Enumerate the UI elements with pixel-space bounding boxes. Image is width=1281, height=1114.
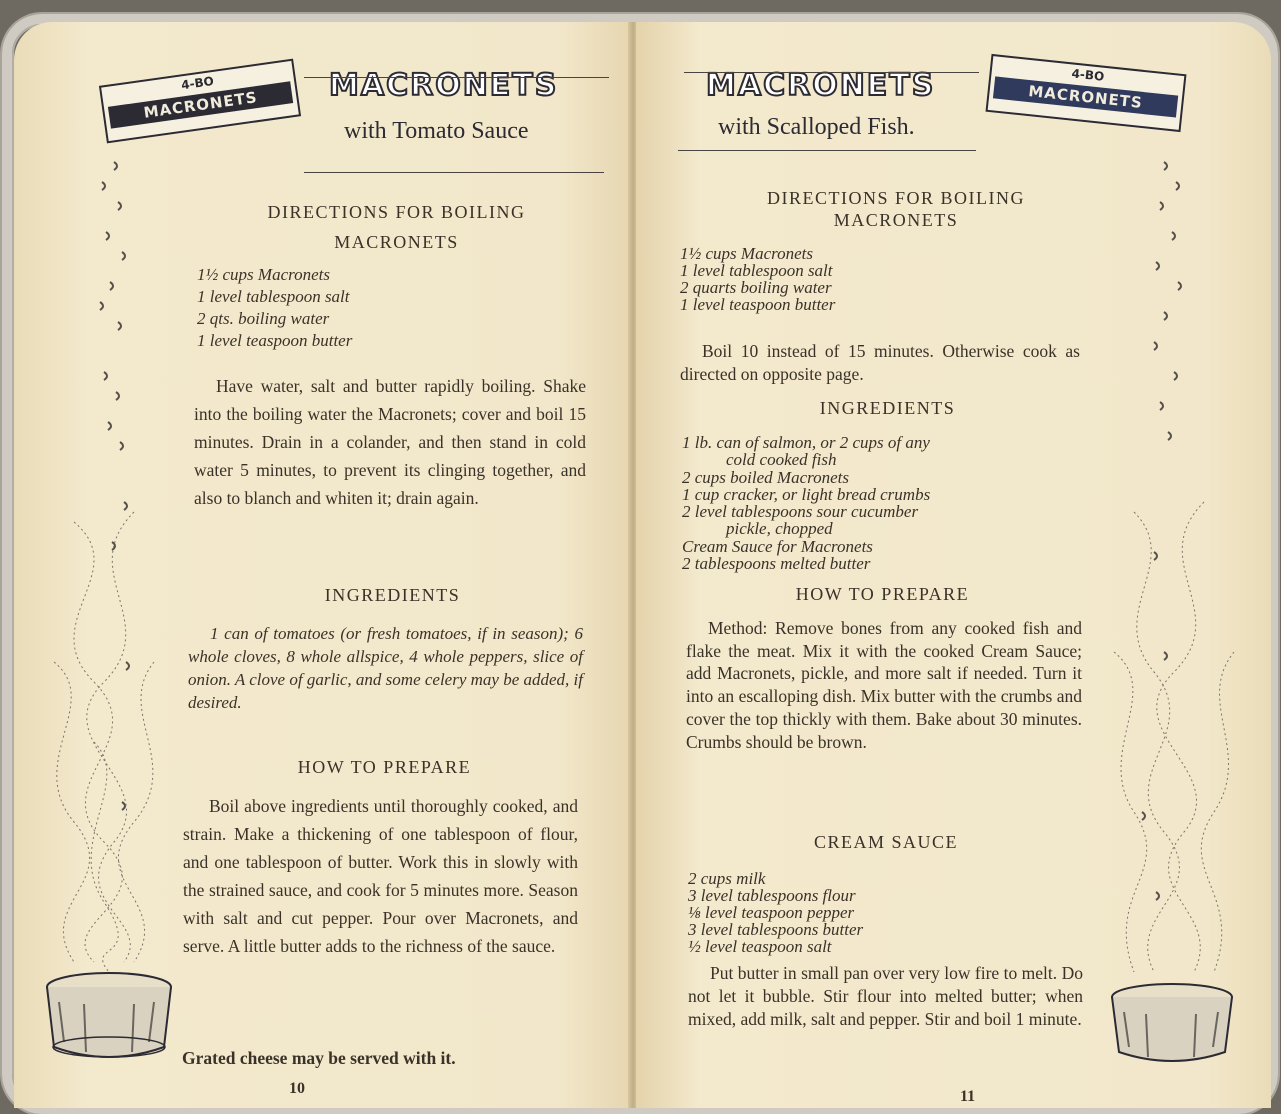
list-item: 2 cups boiled Macronets (682, 467, 849, 487)
list-item: 2 tablespoons melted butter (682, 554, 871, 574)
recipe-subtitle: with Scalloped Fish. (718, 114, 915, 140)
list-item: 1 level teaspoon butter (197, 331, 353, 350)
ingredients-text (188, 622, 583, 714)
list-item: 1 level tablespoon salt (680, 261, 833, 280)
directions-body: Boil 10 instead of 15 minutes. Otherwise cook as directed on opposite page. (680, 341, 1080, 384)
list-item: 2 qts. boiling water (197, 309, 330, 328)
list-item: 3 level tablespoons butter (688, 920, 864, 939)
list-item: 2 quarts boiling water (680, 278, 832, 297)
ingredients-paragraph: 1 can of tomatoes (or fresh tomatoes, if in season); 6 whole cloves, 8 whole allspice, 4 whole peppers, slice of onion. A clove of garlic, and some celery may be added, if desired. (188, 624, 584, 712)
prepare-last-line: Grated cheese may be served with it. (182, 1048, 456, 1068)
brand-title: MACRONETS (329, 68, 559, 103)
right-page (636, 22, 1271, 1108)
list-item: 1 level tablespoon salt (197, 287, 350, 306)
list-item: ⅛ level teaspoon pepper (688, 903, 855, 922)
directions-heading-2: MACRONETS (334, 232, 459, 252)
directions-heading-2: MACRONETS (833, 210, 959, 230)
box-band-label: MACRONETS (993, 76, 1178, 117)
directions-heading: DIRECTIONS FOR BOILING (267, 202, 526, 222)
list-item: 1½ cups Macronets (680, 244, 813, 263)
prepare-body: Boil above ingredients until thoroughly cooked, and strain. Make a thickening of one tablespoon of flour, and one tablespoon of butter. Work this in slowly with the strained sauce, and cook for 5 minutes more. Season with salt and cut pepper. Pour over Macronets, and serve. A little butter adds to the richness of the sauce. (183, 796, 578, 956)
left-page (14, 22, 632, 1108)
list-item: cold cooked fish (726, 450, 837, 470)
title-rule-top (304, 77, 609, 78)
title-rule-top (684, 72, 979, 73)
list-item: 3 level tablespoons flour (688, 886, 856, 905)
list-item: 1 cup cracker, or light bread crumbs (682, 484, 931, 504)
page-number: 10 (289, 1080, 305, 1097)
box-top-label: 4-BO (1070, 66, 1105, 84)
prepare-heading: HOW TO PREPARE (795, 584, 970, 604)
ingredients-list (682, 434, 1082, 572)
list-item: 1 level teaspoon butter (680, 295, 836, 314)
list-item: 1½ cups Macronets (197, 265, 330, 284)
pot-icon (1112, 984, 1232, 1061)
brand-title: MACRONETS (706, 68, 936, 103)
directions-body: Have water, salt and butter rapidly boiling. Shake into the boiling water the Macronets; cover and boil 15 minutes. Drain in a colander, and then stand in cold water 5 minutes, to prevent its clinging together, and also to blanch and whiten it; drain again. (194, 376, 586, 508)
macronets-box-illustration (99, 59, 301, 144)
box-band-label: MACRONETS (108, 81, 293, 128)
list-item: pickle, chopped (726, 519, 833, 539)
cream-sauce-body: Put butter in small pan over very low fire to melt. Do not let it bubble. Stir flour into melted butter; when mixed, add milk, salt and pepper. Stir and boil 1 minute. (688, 963, 1083, 1029)
list-item: 2 level tablespoons sour cucumber (682, 502, 919, 522)
box-top-label: 4-BO (180, 73, 215, 93)
list-item: Cream Sauce for Macronets (682, 536, 873, 556)
list-item: 1 lb. can of salmon, or 2 cups of any (682, 433, 930, 452)
directions-heading: DIRECTIONS FOR BOILING (767, 188, 1025, 208)
title-rule-bottom (304, 172, 604, 173)
ingredients-heading: INGREDIENTS (819, 398, 956, 418)
directions-list (680, 245, 835, 313)
list-item: 2 cups milk (688, 869, 766, 888)
cream-sauce-heading: CREAM SAUCE (813, 832, 959, 852)
prepare-heading: HOW TO PREPARE (297, 757, 472, 777)
prepare-body: Method: Remove bones from any cooked fish and flake the meat. Mix it with the cooked Cream Sauce; add Macronets, pickle, and more salt if needed. Turn it into an escalloping dish. Mix butter with the crumbs and cover the top thickly with them. Bake about 30 minutes. Crumbs should be brown. (686, 618, 1082, 752)
ingredients-heading: INGREDIENTS (324, 585, 461, 605)
directions-list (197, 264, 352, 352)
pot-icon (47, 973, 171, 1057)
list-item: ½ level teaspoon salt (688, 937, 832, 956)
cream-sauce-list (688, 870, 863, 955)
title-rule-bottom (678, 150, 976, 151)
recipe-subtitle: with Tomato Sauce (344, 118, 529, 144)
page-number: 11 (960, 1088, 976, 1105)
macronets-box-illustration (986, 54, 1187, 132)
